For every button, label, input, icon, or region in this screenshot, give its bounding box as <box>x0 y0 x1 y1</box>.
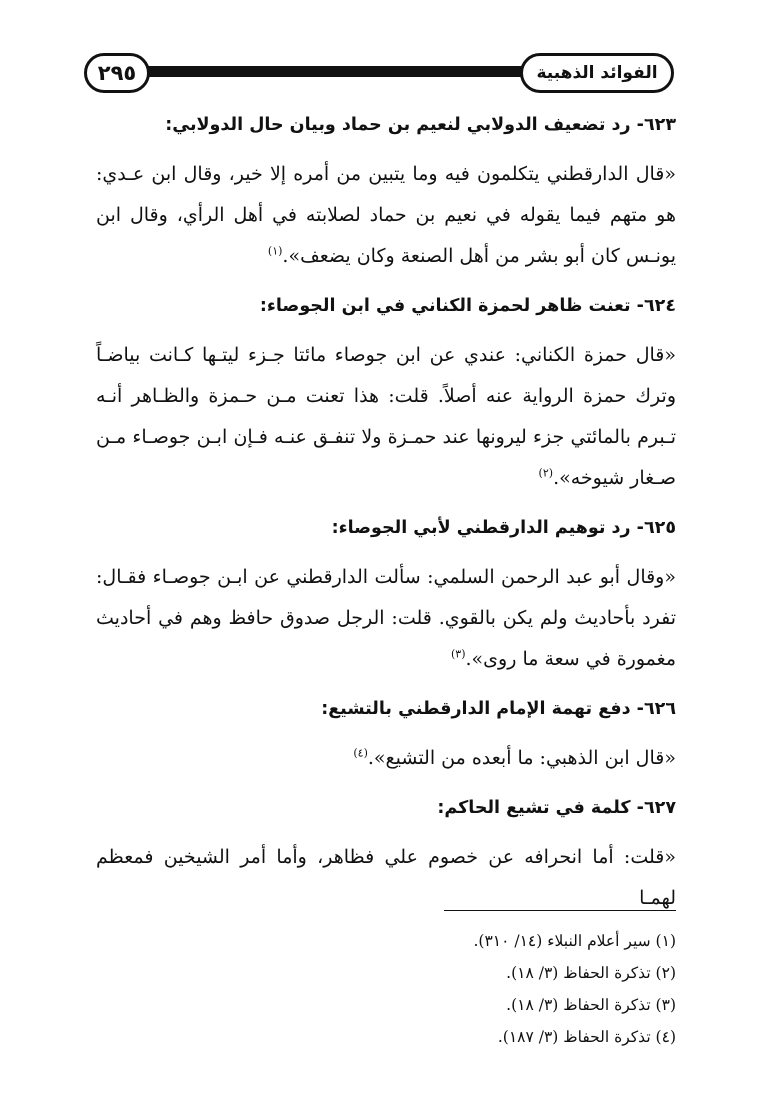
section-heading: ٦٢٣- رد تضعيف الدولابي لنعيم بن حماد وبيان حال الدولابي: <box>165 115 676 135</box>
paragraph-text: «قال حمزة الكناني: عندي عن ابن جوصاء مائتا جـزء ليتـها كـانت بياضـاً وترك حمزة الرواية عنه أصلاً. قلت: هذا تعنت مـن حـمزة والظـاهر أنـه تـبرم بالمائتي جزء ليرونها عند حمـزة ولا تنفـق عنـه فـإن ابـن جوصـاء مـن صـغار شيوخه». <box>96 344 676 489</box>
footnote-ref: (٢) <box>538 466 554 480</box>
page-header <box>84 50 674 94</box>
paragraph-text: «قلت: أما انحرافه عن خصوم علي فظاهر، وأما أمر الشيخين فمعظم لهمـا <box>96 846 676 909</box>
section-paragraph <box>96 335 676 499</box>
section-heading: ٦٢٥- رد توهيم الدارقطني لأبي الجوصاء: <box>331 518 676 538</box>
page-number: ٢٩٥ <box>84 53 150 93</box>
footnote-ref: (٤) <box>353 746 368 760</box>
footnote-divider <box>444 910 676 911</box>
footnote-item: (١) سير أعلام النبلاء (١٤/ ٣١٠). <box>473 932 676 950</box>
section-heading: ٦٢٧- كلمة في تشيع الحاكم: <box>437 798 676 818</box>
section-heading: ٦٢٤- تعنت ظاهر لحمزة الكناني في ابن الجوصاء: <box>259 296 676 316</box>
footnote-item: (٣) تذكرة الحفاظ (٣/ ١٨). <box>506 996 676 1014</box>
footnote-ref: (١) <box>267 244 283 258</box>
section-heading: ٦٢٦- دفع تهمة الإمام الدارقطني بالتشيع: <box>321 699 676 719</box>
footnote-item: (٢) تذكرة الحفاظ (٣/ ١٨). <box>506 964 676 982</box>
paragraph-text: «قال ابن الذهبي: ما أبعده من التشيع». <box>367 747 676 769</box>
section-paragraph <box>96 557 676 680</box>
paragraph-text: «وقال أبو عبد الرحمن السلمي: سألت الدارقطني عن ابـن جوصـاء فقـال: تفرد بأحاديث ولم يكن بالقوي. قلت: الرجل صدوق حافظ وهم في أحاديث مغمورة في سعة ما روى». <box>96 566 676 670</box>
footnote-ref: (٣) <box>451 647 466 661</box>
running-title: الفوائد الذهبية <box>520 53 674 93</box>
section-paragraph <box>96 154 676 277</box>
paragraph-text: «قال الدارقطني يتكلمون فيه وما يتبين من أمره إلا خير، وقال ابن عـدي: هو متهم فيما يقوله في نعيم بن حماد لصلابته في أهل الرأي، وقال ابن يونـس كان أبو بشر من أهل الصنعة وكان يضعف». <box>96 163 676 267</box>
main-text <box>96 112 676 935</box>
header-rule <box>124 66 554 77</box>
section-paragraph <box>96 738 676 779</box>
footnote-item: (٤) تذكرة الحفاظ (٣/ ١٨٧). <box>497 1028 676 1046</box>
section-paragraph <box>96 837 676 919</box>
footnotes <box>300 925 676 1053</box>
